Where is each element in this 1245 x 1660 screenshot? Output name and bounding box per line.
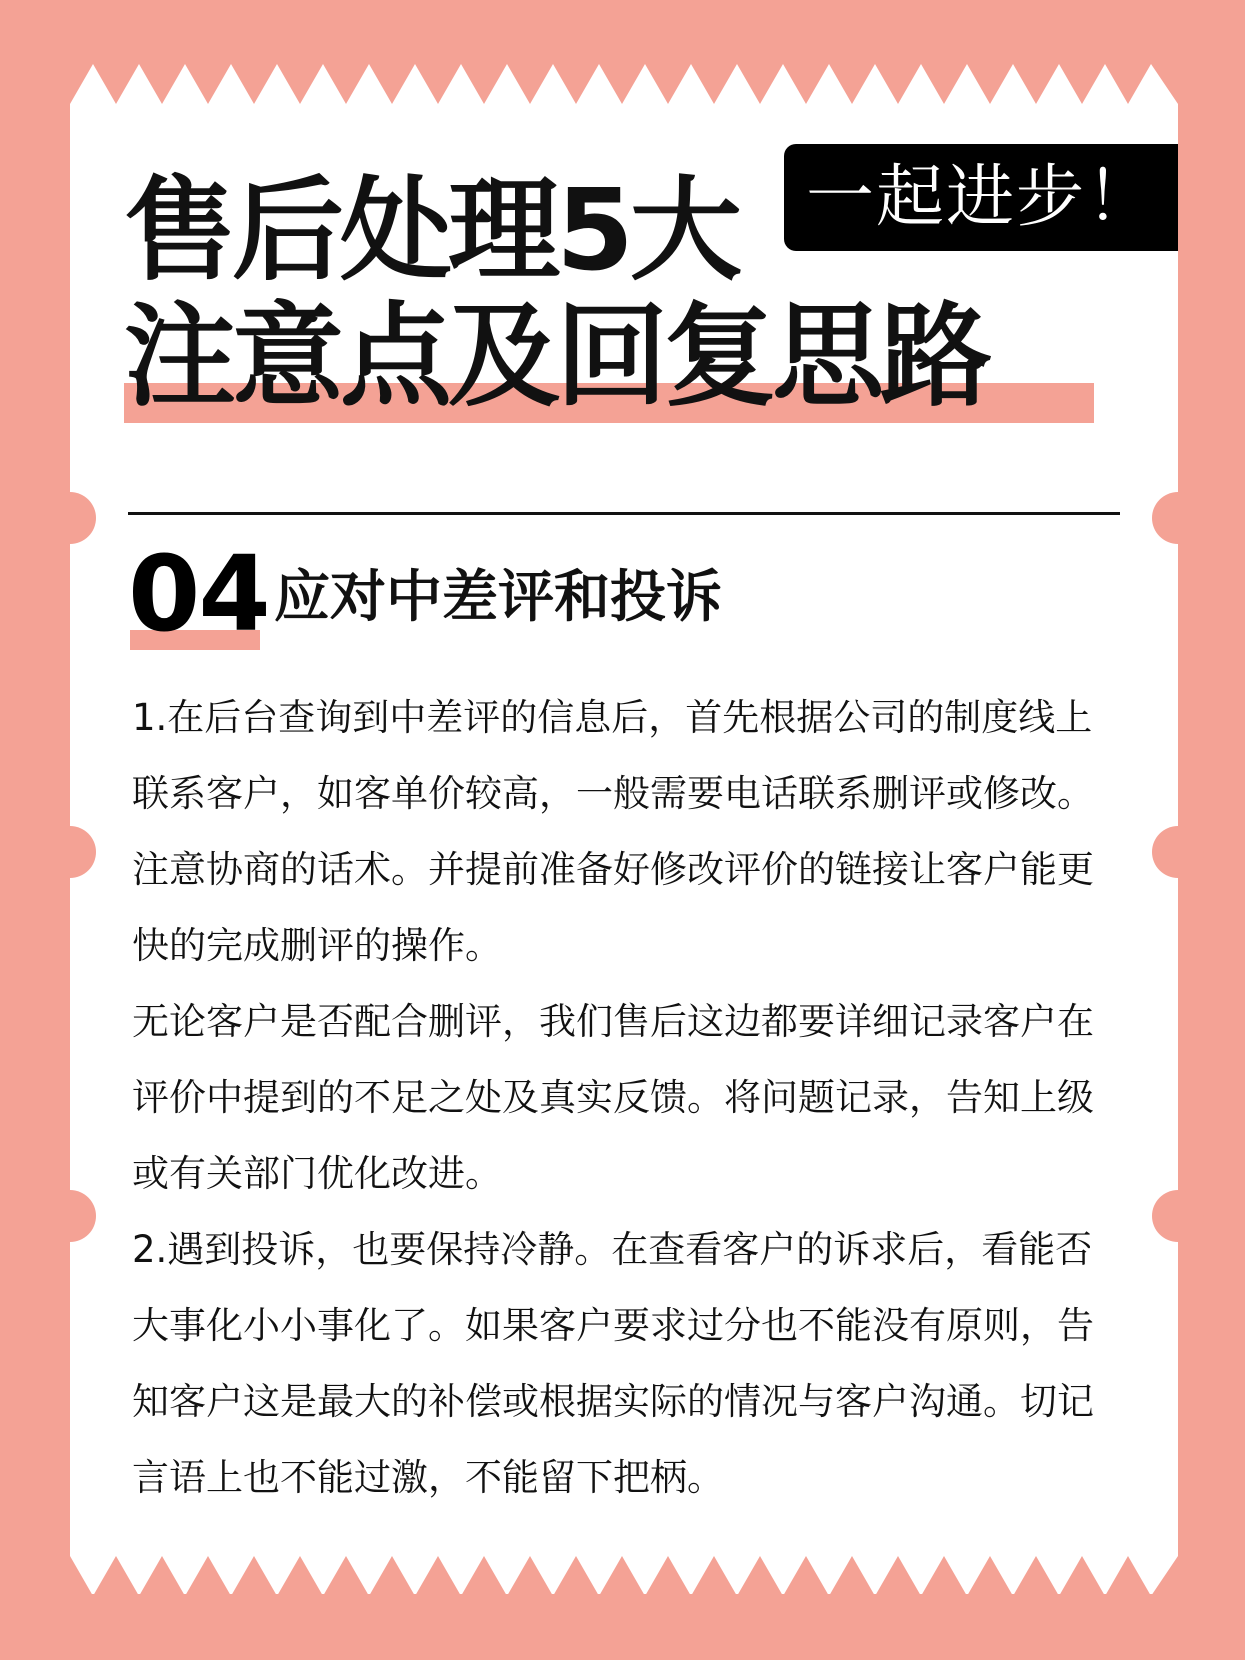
paragraph-3: 2.遇到投诉，也要保持冷静。在查看客户的诉求后，看能否大事化小小事化了。如果客户要求过分也不能没有原则，告知客户这是最大的补偿或根据实际的情况与客户沟通。切记言语上也不能过激，不能留下把柄。 [132,1228,1094,1499]
section-title: 应对中差评和投诉 [274,565,722,630]
body-text [132,680,1122,1516]
notch-left-3 [44,1190,96,1242]
slogan-badge: 一起进步！ [784,144,1178,251]
zigzag-top-edge [70,64,1178,104]
notch-right-2 [1152,826,1204,878]
paragraph-1: 1.在后台查询到中差评的信息后，首先根据公司的制度线上联系客户，如客单价较高，一般需要电话联系删评或修改。注意协商的话术。并提前准备好修改评价的链接让客户能更快的完成删评的操作。 [132,696,1094,967]
notch-right-3 [1152,1190,1204,1242]
section-number: 04 [128,533,269,655]
title-line-1: 售后处理5大 [124,166,738,296]
title-line-2: 注意点及回复思路 [124,292,988,422]
page-title [124,168,988,420]
notch-left-1 [44,492,96,544]
zigzag-bottom-edge [70,1556,1178,1596]
notch-left-2 [44,826,96,878]
paragraph-2: 无论客户是否配合删评，我们售后这边都要详细记录客户在评价中提到的不足之处及真实反馈。将问题记录，告知上级或有关部门优化改进。 [132,1000,1094,1195]
notch-right-1 [1152,492,1204,544]
section-divider [128,512,1120,515]
